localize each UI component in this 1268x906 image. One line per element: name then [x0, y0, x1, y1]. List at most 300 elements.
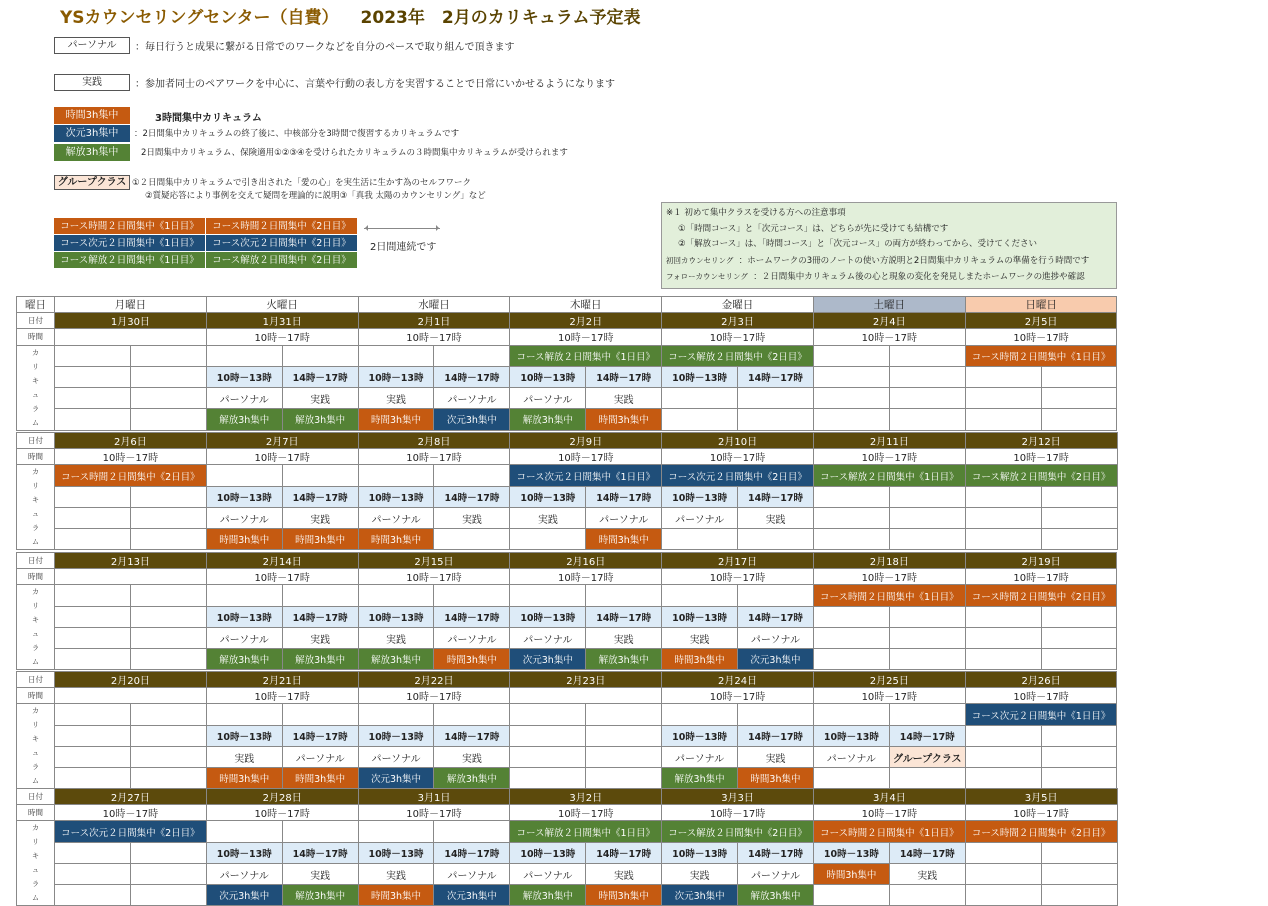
type-cell: 実践 — [282, 507, 358, 528]
hours-cell: 10時－17時 — [965, 449, 1117, 465]
slot-pm — [1041, 486, 1117, 507]
empty-cell — [738, 704, 814, 725]
hours-cell: 10時－17時 — [206, 805, 358, 821]
date-cell: 2月2日 — [510, 313, 662, 329]
slot-pm — [1041, 842, 1117, 863]
slot-am: 10時－13時 — [358, 486, 434, 507]
tag-cell — [510, 768, 586, 789]
tag-cell — [510, 529, 586, 550]
type-cell: パーソナル — [662, 746, 738, 767]
type-row — [17, 746, 1117, 767]
tag-cell — [662, 529, 738, 550]
tag-cell: 解放3h集中 — [282, 409, 358, 430]
hours-cell: 10時－17時 — [965, 569, 1117, 585]
tag-cell: 次元3h集中 — [434, 409, 510, 430]
hours-cell — [55, 569, 207, 585]
type-cell — [738, 388, 814, 409]
tag-cell: 解放3h集中 — [434, 768, 510, 789]
course-jikan-1: コース時間２日間集中《1日目》 — [54, 218, 206, 235]
week-table — [16, 671, 1117, 789]
tag-cell — [130, 409, 206, 430]
date-cell: 2月17日 — [662, 553, 814, 569]
slot-am — [55, 606, 131, 627]
hours-cell: 10時－17時 — [813, 449, 965, 465]
course-jigen-2: コース次元２日間集中《2日目》 — [206, 235, 358, 252]
legend-kaihou-tag: 解放3h集中 — [54, 144, 130, 161]
hours-cell: 10時－17時 — [510, 805, 662, 821]
consecutive-label: 2日間連続です — [370, 242, 437, 253]
type-row — [17, 388, 1117, 409]
type-cell: 実践 — [358, 627, 434, 648]
slot-am: 10時－13時 — [358, 366, 434, 387]
tag-cell: 解放3h集中 — [738, 885, 814, 906]
type-cell: パーソナル — [434, 627, 510, 648]
tag-cell — [55, 529, 131, 550]
hours-cell: 10時－17時 — [965, 329, 1117, 345]
course-row — [17, 704, 1117, 725]
tag-cell — [55, 409, 131, 430]
tag-cell — [586, 768, 662, 789]
legend-kaihou-desc: 2日間集中カリキュラム、保険適用①②③④を受けられたカリキュラムの３時間集中カリキュラムが受けられます — [141, 148, 568, 158]
type-cell — [965, 746, 1041, 767]
tag-cell — [55, 649, 131, 670]
type-cell — [130, 627, 206, 648]
course-cell: コース時間２日間集中《2日目》 — [965, 821, 1117, 842]
tag-cell — [130, 885, 206, 906]
type-cell: 実践 — [662, 627, 738, 648]
slot-am: 10時－13時 — [206, 366, 282, 387]
date-cell: 2月10日 — [662, 433, 814, 449]
type-cell: パーソナル — [434, 863, 510, 884]
slot-pm: 14時－17時 — [282, 366, 358, 387]
type-cell — [965, 863, 1041, 884]
course-cell: コース解放２日間集中《1日目》 — [510, 821, 662, 842]
course-cell: コース時間２日間集中《1日目》 — [813, 585, 965, 606]
date-cell: 3月3日 — [662, 789, 814, 805]
tag-cell — [889, 409, 965, 430]
empty-cell — [662, 704, 738, 725]
hours-cell: 10時－17時 — [358, 329, 510, 345]
type-cell — [1041, 627, 1117, 648]
date-cell: 2月25日 — [813, 672, 965, 688]
slot-am: 10時－13時 — [510, 486, 586, 507]
hours-cell: 10時－17時 — [55, 805, 207, 821]
slot-am — [813, 486, 889, 507]
type-cell — [889, 507, 965, 528]
type-cell: パーソナル — [206, 507, 282, 528]
legend-group-desc1: ①２日間集中カリキュラムで引き出された「愛の心」を実生活に生かす為のセルフワーク — [132, 178, 472, 188]
tag-cell: 時間3h集中 — [282, 768, 358, 789]
course-row — [17, 465, 1118, 486]
type-cell: 実践 — [358, 863, 434, 884]
curriculum-label: カ リ キ ュ ラ ム — [17, 585, 55, 670]
slot-pm — [130, 366, 206, 387]
empty-cell — [130, 585, 206, 606]
slot-pm — [1041, 366, 1117, 387]
date-cell: 3月4日 — [813, 789, 965, 805]
type-cell — [965, 507, 1041, 528]
tag-cell — [55, 768, 131, 789]
course-cell: コース次元２日間集中《1日目》 — [965, 704, 1117, 725]
empty-cell — [434, 704, 510, 725]
date-cell: 1月30日 — [55, 313, 207, 329]
tag-cell: 時間3h集中 — [206, 768, 282, 789]
slot-am: 10時－13時 — [206, 725, 282, 746]
hours-cell: 10時－17時 — [813, 329, 965, 345]
tag-cell: 時間3h集中 — [282, 529, 358, 550]
course-cell: コース解放２日間集中《2日目》 — [965, 465, 1117, 486]
slot-pm: 14時－17時 — [282, 606, 358, 627]
tag-cell: 解放3h集中 — [282, 885, 358, 906]
type-cell — [889, 388, 965, 409]
course-row — [17, 585, 1117, 606]
tag-cell — [738, 529, 814, 550]
tag-cell — [1041, 885, 1117, 906]
weekday-header: 火曜日 — [206, 297, 358, 313]
slot-pm: 14時－17時 — [738, 842, 814, 863]
date-cell: 2月21日 — [206, 672, 358, 688]
type-cell: 実践 — [206, 746, 282, 767]
type-cell: パーソナル — [662, 507, 738, 528]
type-row — [17, 863, 1118, 884]
hours-row — [17, 449, 1118, 465]
slot-pm: 14時－17時 — [282, 486, 358, 507]
legend-group: グループクラス — [54, 175, 130, 190]
slot-pm: 14時－17時 — [738, 725, 814, 746]
type-cell — [510, 746, 586, 767]
slot-am — [965, 606, 1041, 627]
empty-cell — [55, 585, 131, 606]
type-cell: グループクラス — [889, 746, 965, 767]
tag-cell: 解放3h集中 — [206, 409, 282, 430]
date-cell: 2月19日 — [965, 553, 1117, 569]
type-cell — [813, 507, 889, 528]
date-cell: 2月14日 — [206, 553, 358, 569]
type-cell: 時間3h集中 — [813, 863, 889, 884]
date-cell: 2月13日 — [55, 553, 207, 569]
slot-am — [965, 366, 1041, 387]
hours-cell: 10時－17時 — [662, 329, 814, 345]
type-cell: パーソナル — [358, 507, 434, 528]
tag-cell: 解放3h集中 — [206, 649, 282, 670]
course-cell: コース解放２日間集中《2日目》 — [662, 345, 814, 366]
slot-am — [813, 366, 889, 387]
hours-cell: 10時－17時 — [813, 688, 965, 704]
tag-row — [17, 649, 1117, 670]
date-cell: 2月6日 — [55, 433, 207, 449]
notes-box — [661, 202, 1117, 289]
empty-cell — [206, 465, 282, 486]
date-cell: 2月11日 — [813, 433, 965, 449]
slot-pm: 14時－17時 — [586, 606, 662, 627]
hours-row — [17, 569, 1117, 585]
tag-cell — [965, 885, 1041, 906]
type-cell — [662, 388, 738, 409]
course-cell: コース時間２日間集中《1日目》 — [965, 345, 1117, 366]
date-cell: 2月20日 — [55, 672, 207, 688]
date-cell: 2月5日 — [965, 313, 1117, 329]
hours-cell: 10時－17時 — [358, 449, 510, 465]
slot-pm: 14時－17時 — [282, 725, 358, 746]
tag-cell — [889, 768, 965, 789]
empty-cell — [434, 585, 510, 606]
date-cell: 2月24日 — [662, 672, 814, 688]
date-cell: 2月7日 — [206, 433, 358, 449]
type-cell: パーソナル — [282, 746, 358, 767]
type-cell: パーソナル — [510, 863, 586, 884]
type-cell: 実践 — [358, 388, 434, 409]
type-cell — [130, 388, 206, 409]
type-cell: パーソナル — [738, 627, 814, 648]
slot-pm — [889, 606, 965, 627]
type-cell: 実践 — [510, 507, 586, 528]
week-table — [16, 788, 1118, 906]
hours-cell: 10時－17時 — [206, 569, 358, 585]
tag-cell: 次元3h集中 — [434, 885, 510, 906]
empty-cell — [586, 585, 662, 606]
hours-row — [17, 688, 1117, 704]
row-label: 時間 — [17, 688, 55, 704]
curriculum-label: カ リ キ ュ ラ ム — [17, 821, 55, 906]
course-cell: コース時間２日間集中《1日目》 — [813, 821, 965, 842]
hours-cell: 10時－17時 — [510, 449, 662, 465]
week-table — [16, 296, 1117, 431]
slot-am — [55, 725, 131, 746]
row-label: 日付 — [17, 313, 55, 329]
curriculum-label: カ リ キ ュ ラ ム — [17, 345, 55, 430]
row-label: 時間 — [17, 449, 55, 465]
slot-am: 10時－13時 — [662, 486, 738, 507]
type-cell: 実践 — [282, 627, 358, 648]
hours-cell: 10時－17時 — [965, 688, 1117, 704]
type-cell — [586, 746, 662, 767]
slot-row — [17, 486, 1118, 507]
slot-pm: 14時－17時 — [738, 486, 814, 507]
hours-cell: 10時－17時 — [662, 688, 814, 704]
hours-cell: 10時－17時 — [510, 329, 662, 345]
page-title: YSカウンセリングセンター（自費） 2023年 2月のカリキュラム予定表 — [60, 8, 641, 28]
slot-row — [17, 842, 1118, 863]
type-cell: 実践 — [738, 507, 814, 528]
slot-pm — [1041, 725, 1117, 746]
type-cell: 実践 — [586, 863, 662, 884]
slot-am: 10時－13時 — [358, 606, 434, 627]
hours-cell: 10時－17時 — [965, 805, 1117, 821]
slot-am — [55, 486, 131, 507]
tag-row — [17, 885, 1118, 906]
type-cell — [1041, 746, 1117, 767]
row-label: 時間 — [17, 569, 55, 585]
type-cell — [55, 507, 131, 528]
note-line-1: ※１ 初めて集中クラスを受ける方への注意事項 — [666, 208, 846, 218]
hours-cell: 10時－17時 — [662, 449, 814, 465]
course-cell: コース次元２日間集中《2日目》 — [55, 821, 207, 842]
tag-cell — [434, 529, 510, 550]
empty-cell — [510, 585, 586, 606]
week-table — [16, 432, 1118, 550]
type-cell — [130, 863, 206, 884]
tag-cell: 次元3h集中 — [510, 649, 586, 670]
slot-pm: 14時－17時 — [889, 842, 965, 863]
tag-cell — [813, 529, 889, 550]
slot-am — [510, 725, 586, 746]
slot-am — [965, 842, 1041, 863]
row-label: 時間 — [17, 329, 55, 345]
tag-cell — [813, 885, 889, 906]
type-cell — [130, 507, 206, 528]
hours-cell — [510, 688, 662, 704]
tag-cell: 時間3h集中 — [206, 529, 282, 550]
slot-am: 10時－13時 — [358, 842, 434, 863]
type-cell — [1041, 507, 1117, 528]
hours-cell — [55, 329, 207, 345]
date-cell: 2月16日 — [510, 553, 662, 569]
empty-cell — [813, 345, 889, 366]
slot-pm: 14時－17時 — [738, 366, 814, 387]
empty-cell — [130, 704, 206, 725]
date-row — [17, 553, 1117, 569]
empty-cell — [282, 465, 358, 486]
tag-cell: 時間3h集中 — [586, 409, 662, 430]
weekday-header: 水曜日 — [358, 297, 510, 313]
tag-cell: 時間3h集中 — [586, 529, 662, 550]
date-cell: 2月15日 — [358, 553, 510, 569]
type-cell: 実践 — [434, 507, 510, 528]
empty-cell — [55, 345, 131, 366]
hours-cell: 10時－17時 — [55, 449, 207, 465]
type-cell: 実践 — [586, 388, 662, 409]
tag-row — [17, 409, 1117, 430]
slot-pm — [130, 842, 206, 863]
slot-am: 10時－13時 — [206, 842, 282, 863]
type-cell: 実践 — [662, 863, 738, 884]
type-cell: 実践 — [889, 863, 965, 884]
type-cell: パーソナル — [434, 388, 510, 409]
type-cell: パーソナル — [206, 388, 282, 409]
slot-am: 10時－13時 — [813, 725, 889, 746]
type-cell — [1041, 388, 1117, 409]
tag-cell: 時間3h集中 — [738, 768, 814, 789]
tag-cell: 解放3h集中 — [282, 649, 358, 670]
type-cell: 実践 — [434, 746, 510, 767]
slot-am: 10時－13時 — [662, 842, 738, 863]
empty-cell — [434, 821, 510, 842]
slot-pm: 14時－17時 — [738, 606, 814, 627]
legend-practice: 実践 — [54, 74, 130, 91]
note-line-2: ①「時間コース」と「次元コース」は、どちらが先に受けても結構です — [678, 223, 949, 234]
empty-cell — [282, 704, 358, 725]
course-cell: コース解放２日間集中《1日目》 — [510, 345, 662, 366]
empty-cell — [434, 465, 510, 486]
tag-cell: 次元3h集中 — [206, 885, 282, 906]
empty-cell — [358, 704, 434, 725]
type-cell: 実践 — [282, 863, 358, 884]
tag-cell: 時間3h集中 — [358, 409, 434, 430]
date-cell: 2月27日 — [55, 789, 207, 805]
empty-cell — [358, 345, 434, 366]
date-row — [17, 433, 1118, 449]
date-cell: 3月1日 — [358, 789, 510, 805]
course-cell: コース解放２日間集中《1日目》 — [813, 465, 965, 486]
note-line-5: フォローカウンセリング ：２日間集中カリキュラム後の心と現象の変化を発見しまたホームワークの進捗や確認 — [666, 272, 1085, 282]
type-cell: パーソナル — [358, 746, 434, 767]
type-row — [17, 627, 1117, 648]
weekday-header: 土曜日 — [813, 297, 965, 313]
hours-cell: 10時－17時 — [358, 805, 510, 821]
tag-cell — [1041, 529, 1117, 550]
empty-cell — [586, 704, 662, 725]
tag-cell — [965, 768, 1041, 789]
tag-cell — [738, 409, 814, 430]
tag-cell: 次元3h集中 — [738, 649, 814, 670]
slot-pm — [889, 486, 965, 507]
slot-am: 10時－13時 — [206, 606, 282, 627]
slot-pm: 14時－17時 — [586, 486, 662, 507]
tag-cell — [813, 409, 889, 430]
empty-cell — [206, 821, 282, 842]
tag-cell — [130, 529, 206, 550]
type-cell: パーソナル — [510, 388, 586, 409]
slot-pm: 14時－17時 — [434, 366, 510, 387]
row-label: 日付 — [17, 789, 55, 805]
course-row — [17, 821, 1118, 842]
date-cell: 2月22日 — [358, 672, 510, 688]
row-label: 曜日 — [17, 297, 55, 313]
hours-cell: 10時－17時 — [206, 329, 358, 345]
legend-jigen-desc: ：2日間集中カリキュラムの終了後に、中核部分を3時間で復習するカリキュラムです — [134, 129, 460, 139]
date-cell: 2月8日 — [358, 433, 510, 449]
course-kaihou-2: コース解放２日間集中《2日目》 — [206, 252, 358, 269]
empty-cell — [662, 585, 738, 606]
date-cell: 2月1日 — [358, 313, 510, 329]
course-jikan-2: コース時間２日間集中《2日目》 — [206, 218, 358, 235]
course-row — [17, 345, 1117, 366]
tag-cell — [130, 649, 206, 670]
empty-cell — [358, 821, 434, 842]
hours-cell: 10時－17時 — [206, 449, 358, 465]
hours-cell: 10時－17時 — [813, 569, 965, 585]
type-cell — [965, 388, 1041, 409]
tag-cell — [965, 649, 1041, 670]
slot-am: 10時－13時 — [206, 486, 282, 507]
tag-cell — [1041, 649, 1117, 670]
slot-am — [813, 606, 889, 627]
hours-row — [17, 329, 1117, 345]
empty-cell — [55, 704, 131, 725]
slot-am: 10時－13時 — [510, 366, 586, 387]
date-cell: 2月9日 — [510, 433, 662, 449]
tag-cell: 解放3h集中 — [510, 885, 586, 906]
tag-cell — [55, 885, 131, 906]
row-label: 時間 — [17, 805, 55, 821]
hours-cell: 10時－17時 — [358, 569, 510, 585]
tag-cell — [889, 529, 965, 550]
legend-personal-desc: ：毎日行うと成果に繋がる日常でのワークなどを自分のペースで取り組んで頂きます — [135, 42, 515, 53]
tag-cell — [130, 768, 206, 789]
empty-cell — [282, 345, 358, 366]
tag-cell: 解放3h集中 — [662, 768, 738, 789]
type-cell — [55, 627, 131, 648]
empty-cell — [130, 345, 206, 366]
empty-cell — [738, 585, 814, 606]
tag-cell: 解放3h集中 — [510, 409, 586, 430]
empty-cell — [889, 345, 965, 366]
hours-row — [17, 805, 1118, 821]
date-cell: 3月2日 — [510, 789, 662, 805]
legend-jigen-tag: 次元3h集中 — [54, 125, 130, 142]
empty-cell — [358, 585, 434, 606]
tag-cell: 時間3h集中 — [434, 649, 510, 670]
